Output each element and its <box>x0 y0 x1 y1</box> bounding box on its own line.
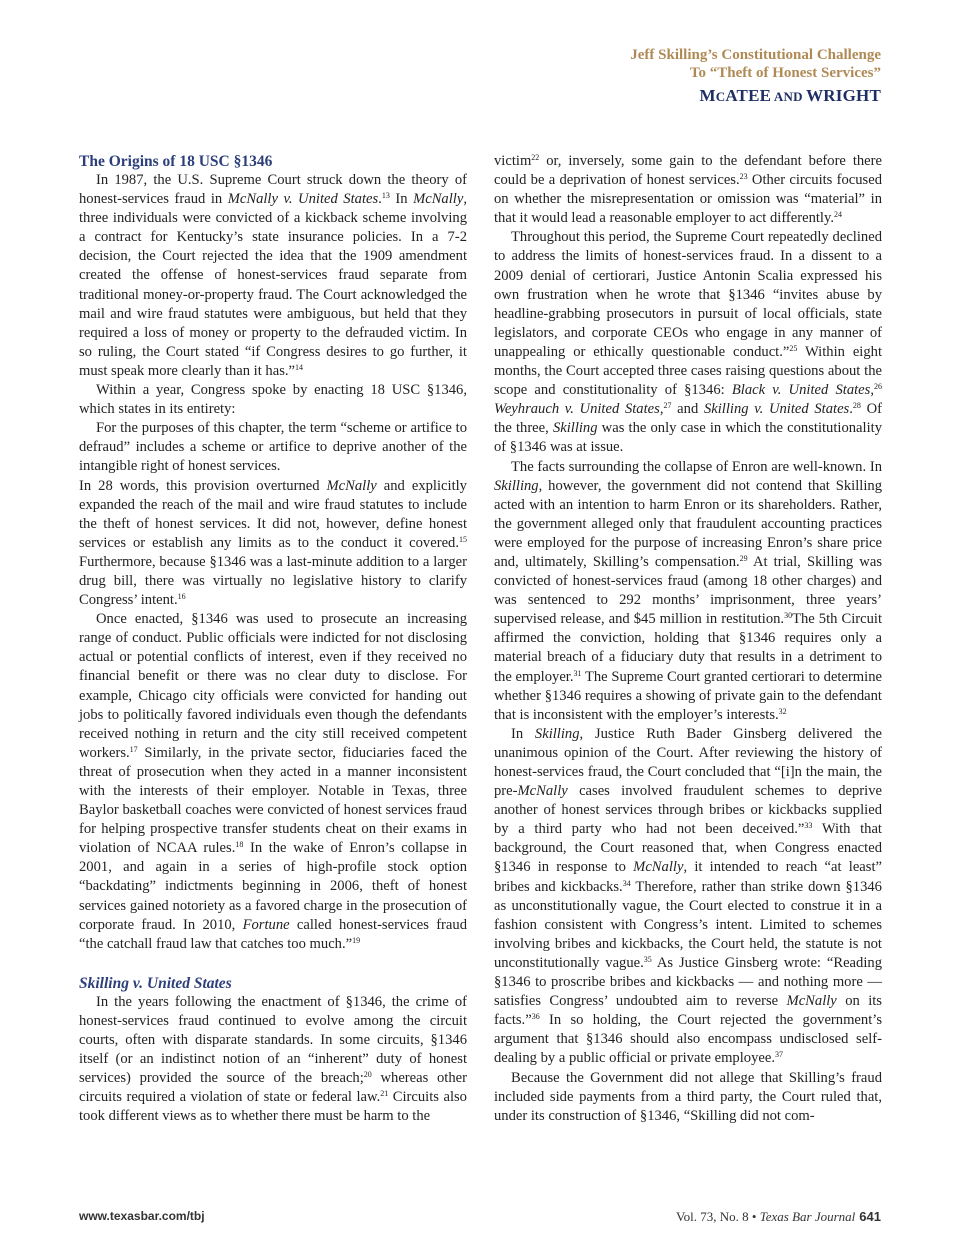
footnote-ref: 37 <box>774 1050 783 1060</box>
article-kicker-line2: To “Theft of Honest Services” <box>689 65 881 81</box>
paragraph: Because the Government did not allege that Skilling’s fraud included side payments from a third party, the Court ruled that, under its construction of §1346, “Skilling did not com- <box>494 1069 882 1124</box>
footnote-ref: 20 <box>363 1070 372 1080</box>
footnote-ref: 31 <box>573 668 582 678</box>
left-column <box>79 152 467 1127</box>
paragraph: In Skilling, Justice Ruth Bader Ginsberg delivered the unanimous opinion of the Court. After reviewing the history of honest-services fraud, the Court concluded that “[i]n the main, the pre-McNally cases involved fraudulent schemes to deprive another of honest services through bribes or kickbacks supplied by a third party who had not been deceived.”$^{33}$ With that background, the Court reasoned that, when Congress enacted §1346 in response to McNally, it intended to reach “at least” bribes and kickbacks.$^{34}$ Therefore, rather than strike down §1346 as unconstitutionally vague, the Court elected to construe it in a fashion consistent with Congress’s intent. Limited to schemes involving bribes and kickbacks, the Court held, the statute is not unconstitutionally vague.$^{35}$ As Justice Ginsberg wrote: “Reading §1346 to proscribe bribes and kickbacks — and nothing more — satisfies Congress’ undoubted aim to reverse McNally on its facts.”$^{36}$ In so holding, the Court rejected the government’s argument that §1346 should also encompass undisclosed self-dealing by a public official or private employee.$^{37}$ <box>494 725 882 1067</box>
footnote-ref: 13 <box>381 191 390 201</box>
footnote-ref: 29 <box>739 553 748 563</box>
article-authors: MCATEE AND WRIGHT <box>699 86 881 105</box>
footnote-ref: 19 <box>352 935 361 945</box>
footnote-ref: 32 <box>778 706 787 716</box>
issue-info: Vol. 73, No. 8 • Texas Bar Journal 641 <box>675 1209 881 1224</box>
footnote-ref: 25 <box>789 343 798 353</box>
paragraph: Throughout this period, the Supreme Court repeatedly declined to address the limits of honest-services fraud. In a dissent to a 2009 denial of certiorari, Justice Antonin Scalia expressed his own frustration when he wrote that §1346 “invites abuse by headline-grabbing prosecutors in pursuit of local officials, state legislators, and corporate CEOs who engage in any manner of unappealing or ethically questionable conduct.”$^{25}$ Within eight months, the Court accepted three cases raising questions about the scope and constitutionality of §1346: Black v. United States,$^{26}$ Weyhrauch v. United States,$^{27}$ and Skilling v. United States.$^{28}$ Of the three, Skilling was the only case in which the constitutionality of §1346 was at issue. <box>494 229 882 456</box>
footnote-ref: 24 <box>834 210 842 220</box>
footnote-ref: 15 <box>459 534 467 544</box>
footnote-ref: 36 <box>531 1012 540 1022</box>
footnote-ref: 18 <box>235 840 244 850</box>
right-column <box>494 152 882 1126</box>
footnote-ref: 17 <box>129 744 138 754</box>
footnote-ref: 28 <box>852 401 861 411</box>
footnote-ref: 33 <box>804 821 813 831</box>
running-header <box>630 46 881 106</box>
paragraph: The facts surrounding the collapse of Enron are well-known. In Skilling, however, the government did not contend that Skilling acted with an intention to harm Enron or its shareholders. Rather, the government alleged only that fraudulent accounting practices were employed for the purpose of increasing Enron’s share price and, ultimately, Skilling’s compensation.$^{29}$ At trial, Skilling was convicted of honest-services fraud (among 18 other charges) and was sentenced to 292 months’ imprisonment, three years’ supervised release, and $45 million in restitution.$^{30}$The 5th Circuit affirmed the conviction, holding that §1346 requires only a material breach of a fiduciary duty that results in a detriment to the employer.$^{31}$ The Supreme Court granted certiorari to determine whether §1346 requires a showing of private gain to the defendant that is inconsistent with the employer’s interests.$^{32}$ <box>494 458 883 723</box>
footnote-ref: 35 <box>643 954 652 964</box>
footnote-ref: 16 <box>177 592 186 602</box>
footnote-ref: 30 <box>784 611 793 621</box>
footnote-ref: 23 <box>739 172 748 182</box>
paragraph: In the years following the enactment of §1346, the crime of honest-services fraud continued to evolve among the circuit courts, often with disparate standards. In some circuits, §1346 itself (or an indistinct notion of an “inherent” duty of honest services) provided the source of the breach;$^{20}$ whereas other circuits required a violation of state or federal law.$^{21}$ Circuits also took different views as to whether there must be harm to the <box>79 993 467 1125</box>
footnote-ref: 22 <box>531 153 540 162</box>
paragraph: In 1987, the U.S. Supreme Court struck down the theory of honest-services fraud in McNally v. United States.$^{13}$ In McNally, three individuals were convicted of a kickback scheme involving a contract for Kentucky’s state insurance policies. In a 7-2 decision, the Court rejected the idea that the 1909 amendment created the offense of honest-services fraud separate from traditional money-or-property fraud. The Court acknowledged the mail and wire fraud statutes were ambiguous, but held that they required a loss of money or property to the defrauded victim. In so ruling, the Court stated “if Congress desires to go further, it must speak more clearly than it has.”$^{14}$ <box>79 172 467 379</box>
paragraph: victim$^{22}$ or, inversely, some gain to the defendant before there could be a deprivation of honest services.$^{23}$ Other circuits focused on whether the misrepresentation or omission was “material” in that it would lead a reasonable employer to act differently.$^{24}$ <box>494 153 883 227</box>
footnote-ref: 27 <box>663 401 672 411</box>
statute-block-quote: For the purposes of this chapter, the term “scheme or artifice to defraud” includes a scheme or artifice to deprive another of the intangible right of honest services. <box>79 420 467 475</box>
paragraph: Once enacted, §1346 was used to prosecute an increasing range of conduct. Public officials were indicted for not disclosing actual or potential conflicts of interest, even if they received no financial benefit or there was no clear duty to disclose. For example, Chicago city officials were convicted for handing out jobs to politically favored individuals even though the defendants received nothing in return and the city still received competent workers.$^{17}$ Similarly, in the private sector, fiduciaries faced the threat of prosecution when they acted in a manner inconsistent with the interests of their employer. Notable in Texas, three Baylor basketball coaches were convicted of honest services fraud for helping prospective transfer students cheat on their exams in violation of NCAA rules.$^{18}$ In the wake of Enron’s collapse in 2001, and again in a series of high-profile stock option “backdating” indictments beginning in 2006, theft of honest services gained notoriety as a favored charge in the prosecution of corporate fraud. In 2010, Fortune called honest-services fraud “the catchall fraud law that catches too much.”$^{19}$ <box>79 611 467 952</box>
footnote-ref: 34 <box>622 878 631 888</box>
footnote-ref: 26 <box>874 382 882 392</box>
paragraph: In 28 words, this provision overturned McNally and explicitly expanded the reach of the mail and wire fraud statutes to include the theft of honest services. It did not, however, define honest services or establish any limits as to the conduct it covered.$^{15}$ Furthermore, because §1346 was a last-minute addition to a larger drug bill, there was virtually no legislative history to clarify Congress’ intent.$^{16}$ <box>79 477 467 609</box>
section-heading-skilling: Skilling v. United States <box>79 974 232 992</box>
page-number: 641 <box>859 1209 881 1224</box>
paragraph: Within a year, Congress spoke by enacting 18 USC §1346, which states in its entirety: <box>79 382 467 418</box>
footnote-ref: 21 <box>380 1089 389 1099</box>
footnote-ref: 14 <box>295 362 303 372</box>
section-heading-origins: The Origins of 18 USC §1346 <box>79 153 273 170</box>
website-url: www.texasbar.com/tbj <box>79 1209 205 1223</box>
article-kicker-line1: Jeff Skilling’s Constitutional Challenge <box>630 47 881 63</box>
